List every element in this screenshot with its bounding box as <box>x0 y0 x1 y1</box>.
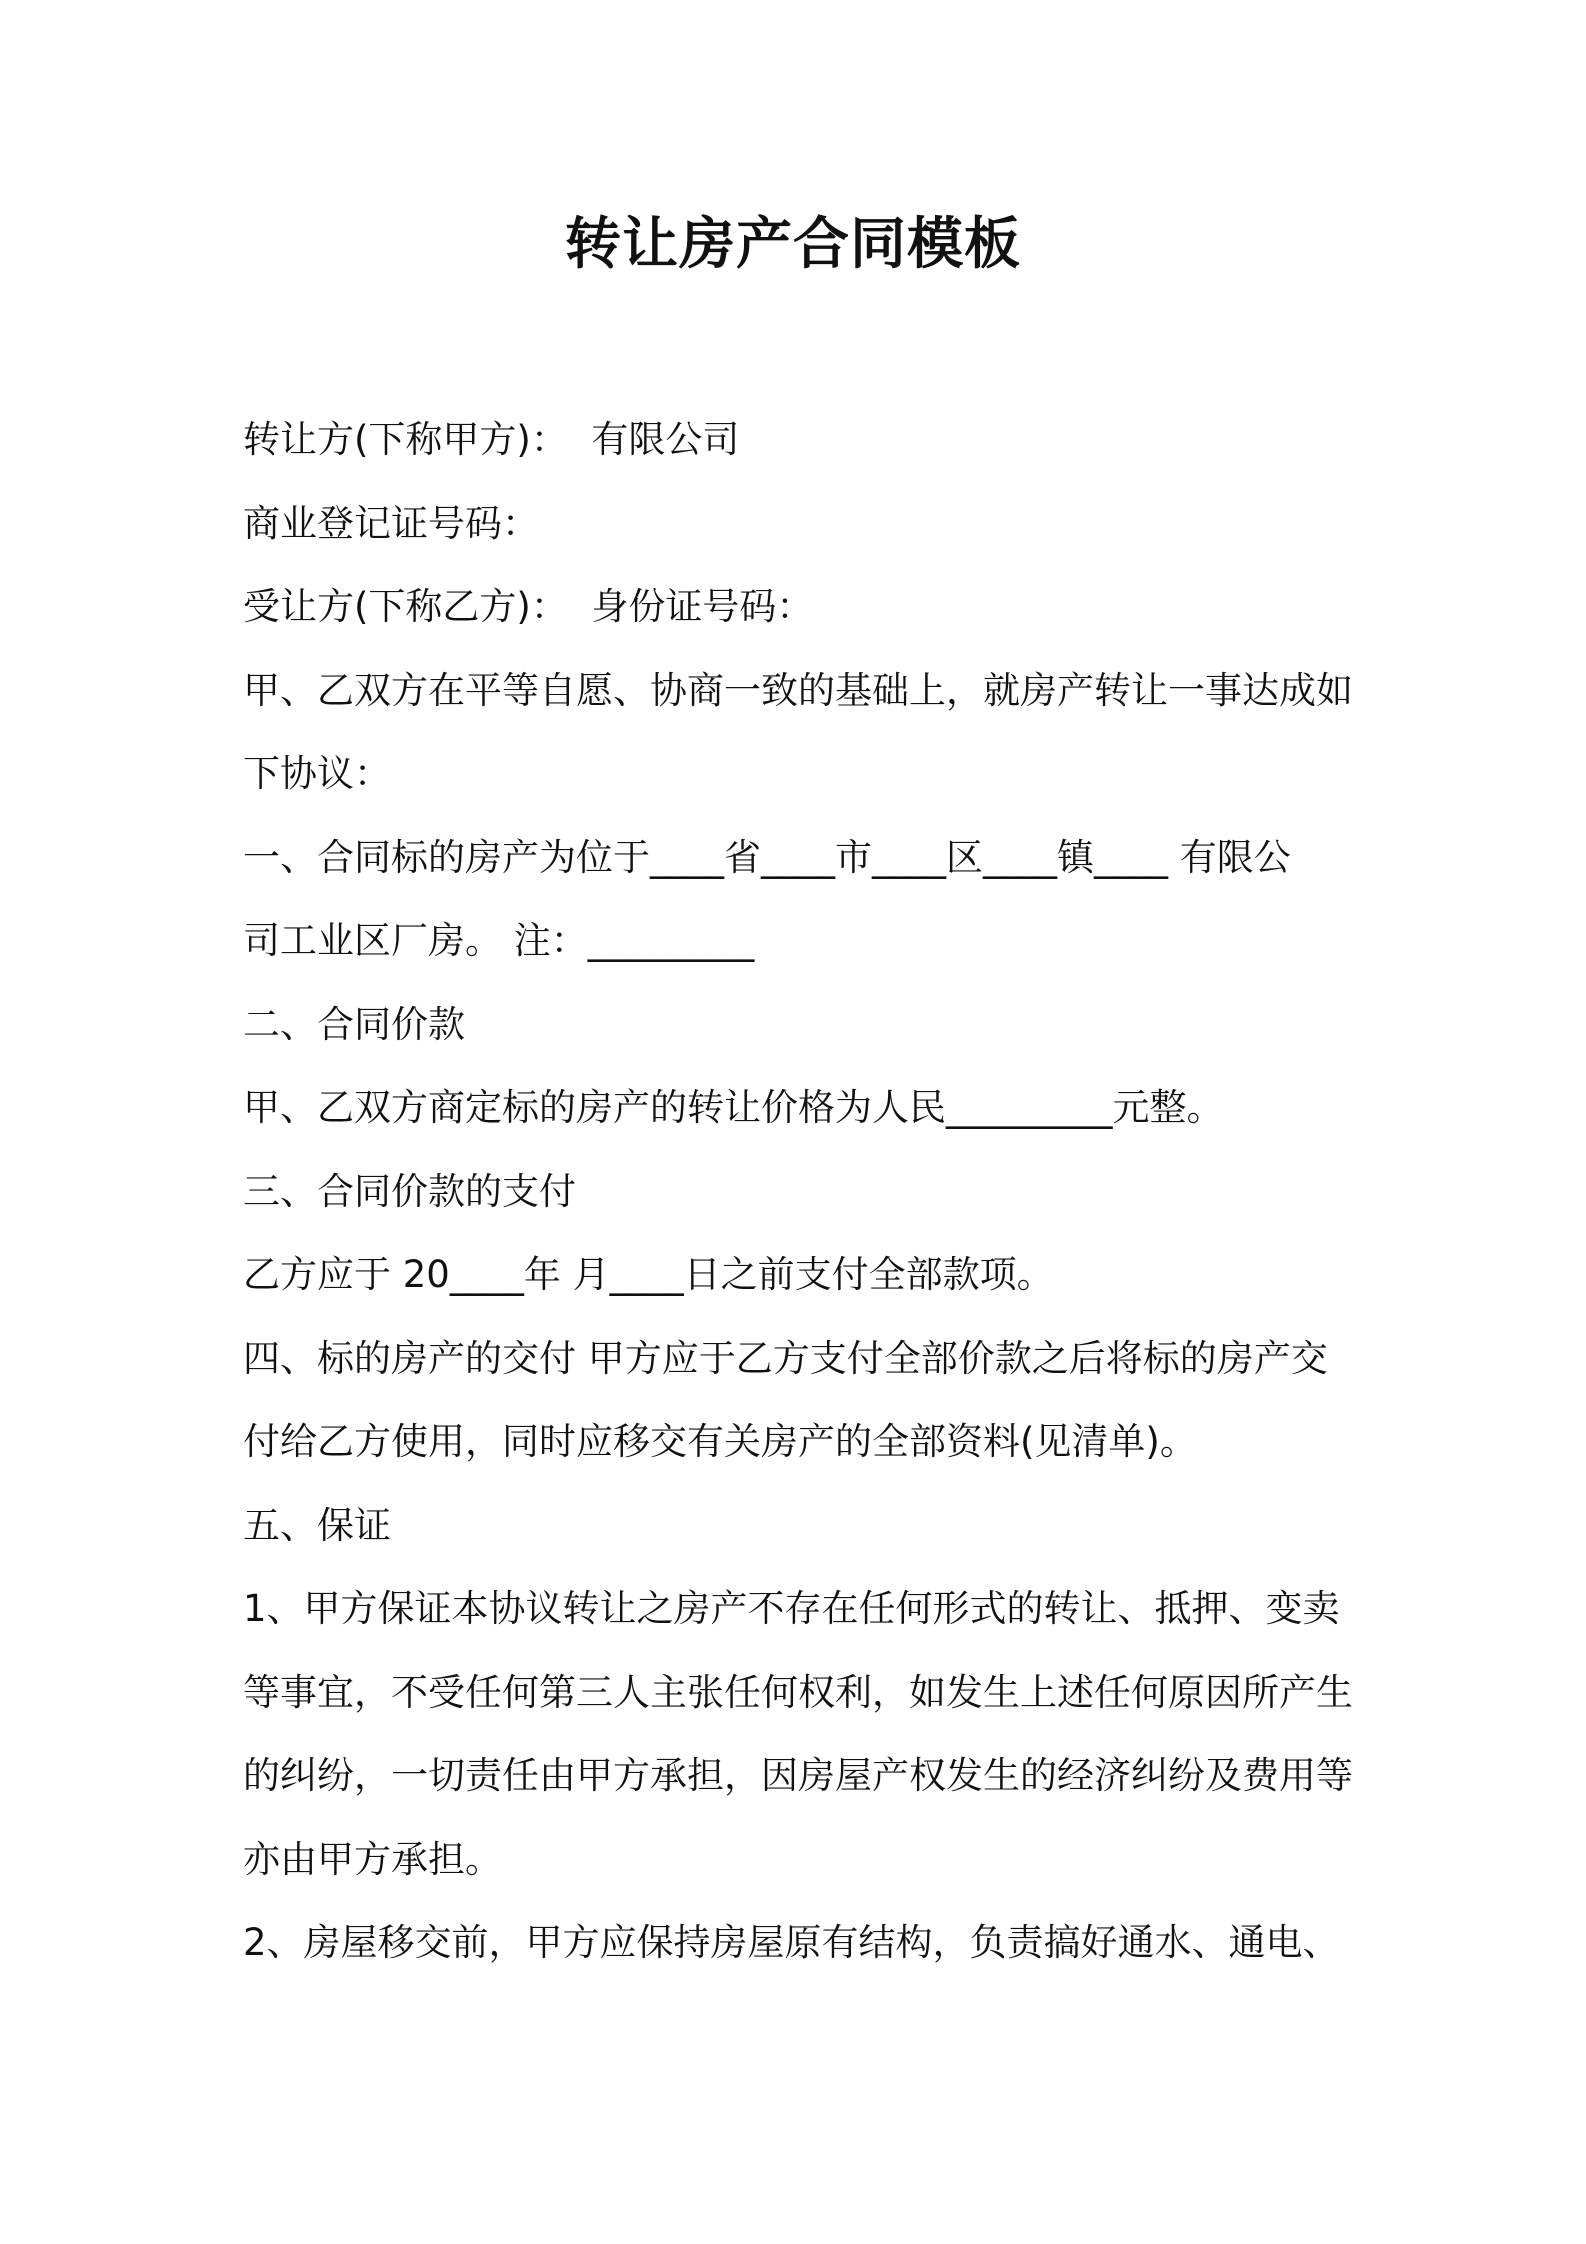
text-line: 受让方(下称乙方)： 身份证号码： <box>243 585 814 628</box>
text-line: 1、甲方保证本协议转让之房产不存在任何形式的转让、抵押、变卖 <box>243 1587 1340 1630</box>
document-body <box>243 398 1358 1985</box>
section-heading: 二、合同价款 <box>243 1002 465 1046</box>
text-line: 的纠纷，一切责任由甲方承担，因房屋产权发生的经济纠纷及费用等 <box>243 1754 1353 1797</box>
text-line: 乙方应于 20____年 月____日之前支付全部款项。 <box>243 1253 1054 1296</box>
text-line: 2、房屋移交前，甲方应保持房屋原有结构，负责搞好通水、通电、 <box>243 1921 1340 1964</box>
text-line: 甲、乙双方商定标的房产的转让价格为人民_________元整。 <box>243 1086 1224 1129</box>
text-line: 等事宜，不受任何第三人主张任何权利，如发生上述任何原因所产生 <box>243 1670 1353 1714</box>
text-line: 付给乙方使用，同时应移交有关房产的全部资料(见清单)。 <box>243 1420 1197 1463</box>
document-title: 转让房产合同模板 <box>565 212 1021 277</box>
text-line: 四、标的房产的交付 甲方应于乙方支付全部价款之后将标的房产交 <box>243 1336 1328 1380</box>
section-heading: 三、合同价款的支付 <box>243 1169 576 1213</box>
text-line: 甲、乙双方在平等自愿、协商一致的基础上，就房产转让一事达成如 <box>243 668 1353 712</box>
text-line: 转让方(下称甲方)： 有限公司 <box>243 418 740 461</box>
text-line: 下协议： <box>243 752 391 795</box>
text-line: 司工业区厂房。 注：_________ <box>243 919 755 962</box>
text-line: 一、合同标的房产为位于____省____市____区____镇____ 有限公 <box>243 835 1291 879</box>
text-line: 亦由甲方承担。 <box>243 1837 502 1881</box>
text-line: 商业登记证号码： <box>243 501 539 545</box>
section-heading: 五、保证 <box>243 1503 391 1547</box>
